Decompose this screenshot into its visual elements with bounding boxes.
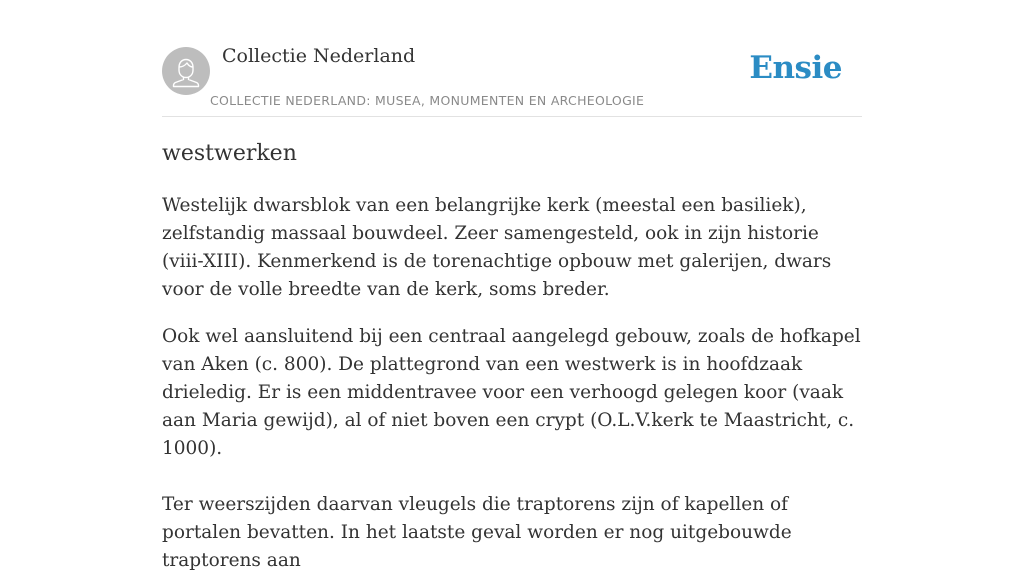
article-paragraph-3: Ter weerszijden daarvan vleugels die traptorens zijn of kapellen of portalen bevatten. In het laatste geval worden er nog uitgebouwde traptorens aan — [162, 494, 792, 571]
page-header — [162, 0, 862, 117]
collection-subtitle-link[interactable]: COLLECTIE NEDERLAND: MUSEA, MONUMENTEN EN ARCHEOLOGIE — [210, 93, 645, 108]
article-content — [162, 136, 862, 575]
author-link[interactable]: Collectie Nederland — [222, 45, 416, 67]
article-paragraph-2: Ook wel aansluitend bij een centraal aangelegd gebouw, zoals de hofkapel van Aken (c. 800). De plattegrond van een westwerk is in hoofdzaak drieledig. Er is een middentravee voor een verhoogd gelegen koor (vaak aan Maria gewijd), al of niet boven een crypt (O.L.V.kerk te Maastricht, c. 1000). — [162, 326, 861, 459]
article-paragraph-1: Westelijk dwarsblok van een belangrijke kerk (meestal een basiliek), zelfstandig massaal bouwdeel. Zeer samengesteld, ook in zijn historie (viii-XIII). Kenmerkend is de torenachtige opbouw met galerijen, dwars voor de volle breedte van de kerk, soms breder. — [162, 195, 832, 300]
ensie-logo-link[interactable]: Ensie — [749, 50, 842, 86]
user-avatar-icon[interactable] — [162, 47, 210, 95]
article-title: westwerken — [162, 141, 297, 166]
